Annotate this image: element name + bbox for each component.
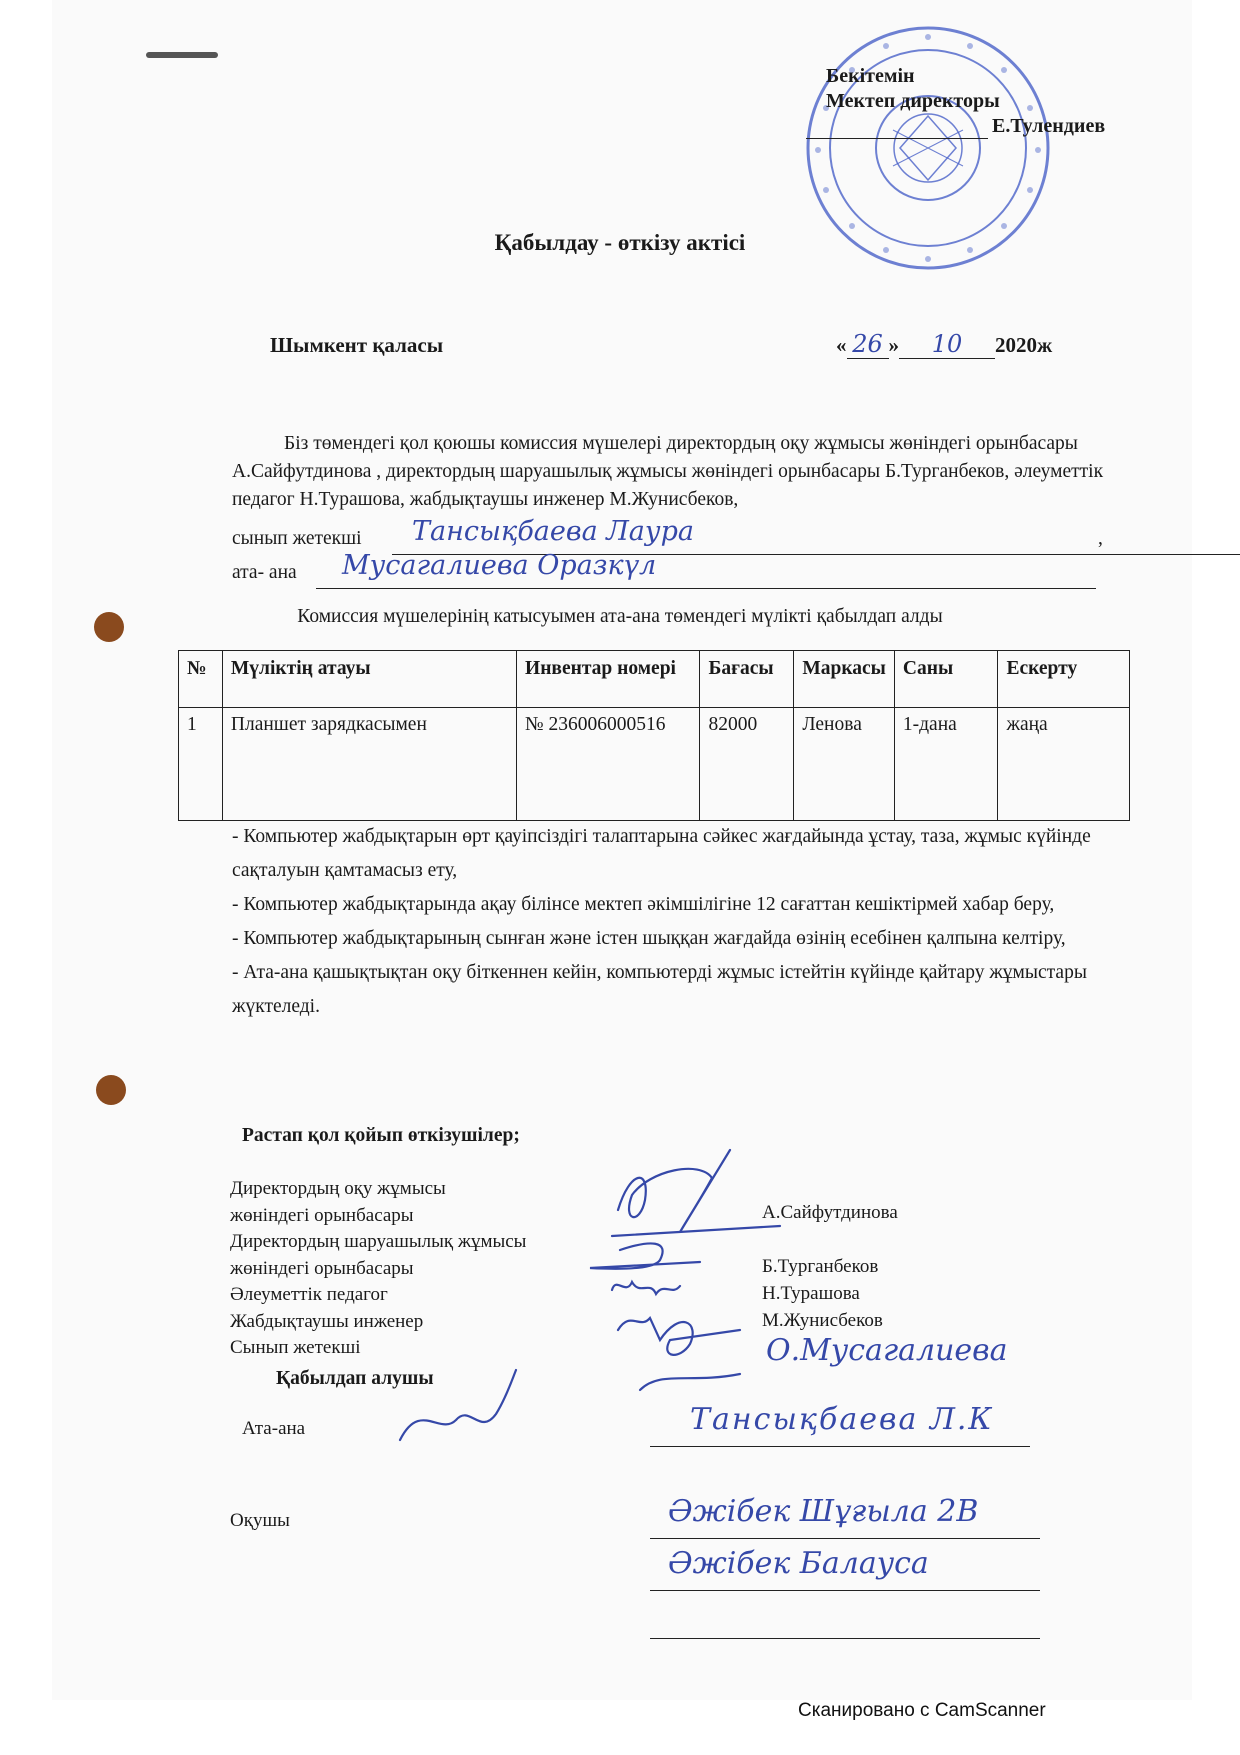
date-open-quote: «: [836, 333, 847, 357]
document-title: Қабылдау - өткізу актісі: [494, 230, 746, 255]
signer-role: Әлеуметтік педагог: [230, 1284, 388, 1305]
class-teacher-label: сынып жетекші: [232, 528, 362, 549]
approval-line2: Мектеп директоры: [826, 90, 1000, 112]
scanner-watermark: Сканировано с CamScanner: [798, 1700, 1046, 1721]
col-brand: Маркасы: [794, 651, 895, 708]
class-teacher-comma: ,: [1098, 528, 1103, 549]
receiver-heading: Қабылдап алушы: [276, 1368, 434, 1389]
obligation-item: - Ата-ана қашықтықтан оқу біткеннен кейін, компьютерді жұмыс істейтін күйінде қайтару жұмыстары жүктеледі.: [232, 962, 1087, 1017]
date-close-quote: »: [888, 333, 899, 357]
parent-label: ата- ана: [232, 562, 297, 583]
col-number: №: [179, 651, 223, 708]
class-teacher-signature: О.Мусагалиева: [766, 1333, 1008, 1368]
obligation-item: - Компьютер жабдықтарын өрт қауіпсіздігі талаптарына сәйкес жағдайында ұстау, таза, жұмыс күйінде сақталуын қамтамасыз ету,: [232, 826, 1091, 881]
date-month: 10: [899, 330, 995, 359]
signer-role: Директордың шаруашылық жұмысы: [230, 1231, 527, 1252]
obligation-item: - Компьютер жабдықтарында ақау білінсе мектеп әкімшілігіне 12 сағаттан кешіктірмей хабар беру,: [232, 894, 1055, 915]
student-signature-1: Әжібек Шұғыла 2В: [668, 1494, 979, 1529]
student-signature-2: Әжібек Балауса: [668, 1546, 929, 1581]
cell-price: 82000: [700, 708, 794, 821]
col-name: Мүліктің атауы: [222, 651, 516, 708]
date-day: 26: [847, 330, 889, 359]
col-note: Ескерту: [998, 651, 1130, 708]
col-inventory: Инвентар номері: [517, 651, 700, 708]
cell-inventory: № 236006000516: [517, 708, 700, 821]
parent-sign-label: Ата-ана: [242, 1418, 306, 1439]
name-zhunisbekov: М.Жунисбеков: [762, 1310, 883, 1331]
signers-heading: Растап қол қойып өткізушілер;: [242, 1125, 520, 1146]
cell-number: 1: [179, 708, 223, 821]
cell-quantity: 1-дана: [894, 708, 998, 821]
student-sign-label: Оқушы: [230, 1510, 290, 1531]
cell-brand: Ленова: [794, 708, 895, 821]
col-quantity: Саны: [894, 651, 998, 708]
student-sign-line-1: [650, 1538, 1040, 1539]
name-saifutdinova: А.Сайфутдинова: [762, 1202, 898, 1223]
signer-role: жөніндегі орынбасары: [230, 1257, 414, 1279]
student-sign-line-3: [650, 1638, 1040, 1639]
date-year: 2020ж: [995, 333, 1053, 357]
director-name: Е.Тулендиев: [992, 115, 1106, 137]
class-teacher-value: Тансықбаева Лаура: [412, 516, 694, 547]
signer-role: жөніндегі орынбасары: [230, 1204, 414, 1226]
signer-role: Жабдықтаушы инженер: [230, 1310, 424, 1332]
parent-sign-line: [650, 1446, 1030, 1447]
approval-line1: Бекітемін: [826, 65, 915, 87]
signer-role: Сынып жетекші: [230, 1337, 361, 1358]
cell-note: жаңа: [998, 708, 1130, 821]
name-turashova: Н.Турашова: [762, 1283, 860, 1304]
obligation-item: - Компьютер жабдықтарының сынған және істен шыққан жағдайда өзінің есебінен қалпына келтіру,: [232, 928, 1066, 949]
parent-signature-text: Тансықбаева Л.К: [690, 1402, 994, 1437]
signer-role: Директордың оқу жұмысы: [230, 1178, 446, 1199]
commission-sentence: Комиссия мүшелерінің катысуымен ата-ана төмендегі мүлікті қабылдап алды: [297, 606, 943, 627]
name-turganbekov: Б.Турганбеков: [762, 1256, 879, 1277]
col-price: Бағасы: [700, 651, 794, 708]
cell-name: Планшет зарядкасымен: [222, 708, 516, 821]
parent-value: Мусагалиева Оразкүл: [342, 550, 657, 581]
student-sign-line-2: [650, 1590, 1040, 1591]
intro-text: Біз төмендегі қол қоюшы комиссия мүшелері директордың оқу жұмысы жөніндегі орынбасары А.Сайфутдинова , директордың шаруашылық жұмысы жөніндегі орынбасары Б.Турганбеков, әлеуметтік педагог Н.Турашова, жабдықтаушы инженер М.Жунисбеков,: [232, 433, 1104, 510]
city-name: Шымкент қаласы: [270, 333, 444, 357]
